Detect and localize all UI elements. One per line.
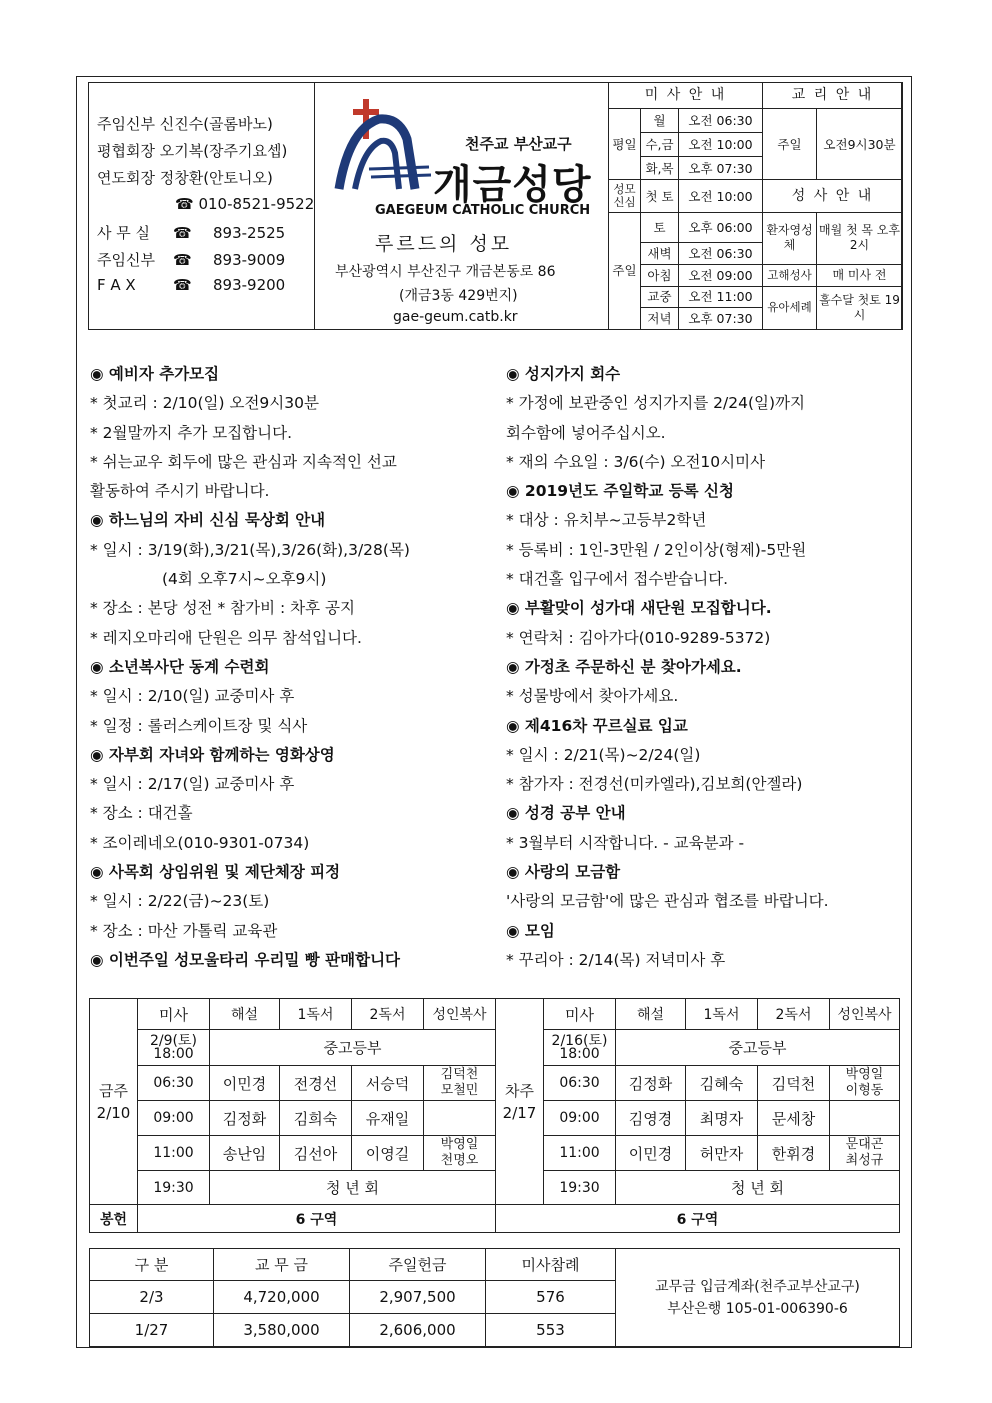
contact-pastor (97, 249, 285, 270)
news-heading: ◉ 이번주일 성모울타리 우리밀 빵 판매합니다 (90, 950, 401, 969)
sunday-day: 새벽 (641, 243, 679, 265)
sat-mass-group: 중고등부 (210, 1030, 496, 1066)
patron-saint: 루르드의 성모 (375, 233, 513, 255)
mass-time: 19:30 (544, 1171, 616, 1205)
reader1: 김희숙 (280, 1101, 352, 1136)
mass-time: 09:00 (544, 1101, 616, 1136)
news-heading: ◉ 제416차 꾸르실료 입교 (506, 716, 688, 735)
col-head-server: 성인복사 (424, 999, 496, 1030)
totals-head-period: 구 분 (90, 1249, 214, 1281)
sacrament-name: 유아세례 (763, 286, 817, 329)
sat-mass-group: 중고등부 (616, 1030, 900, 1066)
altar-server-names: 박영일 이형동 (845, 1067, 884, 1098)
totals-attendance: 553 (486, 1314, 616, 1347)
reader1: 김혜숙 (686, 1066, 758, 1101)
commentator: 이민경 (616, 1136, 686, 1171)
address-line1: 부산광역시 부산진구 개금본동로 86 (335, 264, 556, 280)
sunday-day: 아침 (641, 264, 679, 286)
mass-time: 09:00 (138, 1101, 210, 1136)
news-heading: ◉ 소년복사단 동계 수련회 (90, 657, 270, 676)
altar-server (830, 1101, 900, 1136)
news-line: * 대상 : 유치부~고등부2학년 (506, 511, 707, 530)
week-label-text: 금주 2/10 (96, 1081, 131, 1122)
mass-time: 19:30 (138, 1171, 210, 1205)
news-line: * 재의 수요일 : 3/6(수) 오전10시미사 (506, 452, 766, 471)
weekday-time: 오전 06:30 (679, 109, 763, 133)
news-heading: ◉ 사랑의 모금함 (506, 863, 621, 882)
news-line: * 장소 : 대건홀 (90, 804, 193, 823)
offering-group: 6 구역 (496, 1205, 900, 1233)
news-line: * 일시 : 2/22(금)~23(토) (90, 892, 270, 911)
col-head-reading2: 2독서 (758, 999, 830, 1030)
col-head-reading1: 1독서 (280, 999, 352, 1030)
weekday-time: 오후 07:30 (679, 156, 763, 180)
reader2: 문세창 (758, 1101, 830, 1136)
news-line: * 꾸리아 : 2/14(목) 저녁미사 후 (506, 950, 726, 969)
phone-icon: ☎ (173, 224, 192, 242)
mass-time: 06:30 (544, 1066, 616, 1101)
schedule-header-row (90, 999, 900, 1030)
altar-server (424, 1066, 496, 1101)
news-line: * 조이레네오(010-9301-0734) (90, 833, 310, 852)
evening-group: 청 년 회 (616, 1171, 900, 1205)
offering-row (90, 1205, 900, 1233)
catechism-day: 주일 (763, 109, 817, 180)
news-line: * 일시 : 2/10(일) 교중미사 후 (90, 687, 295, 706)
news-line: * 레지오마리애 단원은 의무 참석입니다. (90, 628, 362, 647)
news-heading: ◉ 예비자 추가모집 (90, 365, 220, 383)
commentator: 김영경 (616, 1101, 686, 1136)
staff-yeondo: 연도회장 정창환(안토니오) (97, 169, 273, 187)
schedule-row (90, 1136, 900, 1171)
altar-server (830, 1136, 900, 1171)
sunday-time: 오전 06:30 (679, 243, 763, 265)
sacrament-time: 홀수달 첫토 19시 (817, 286, 903, 329)
news-heading: ◉ 사목회 상임위원 및 제단체장 피정 (90, 863, 341, 882)
contact-number: 893-2525 (213, 224, 286, 242)
staff-pastor: 주임신부 신진수(골롬바노) (97, 115, 273, 133)
mass-time: 11:00 (138, 1136, 210, 1171)
col-head-mass: 미사 (544, 999, 616, 1030)
offering-group: 6 구역 (138, 1205, 496, 1233)
altar-server-names: 문대곤 최성규 (845, 1137, 884, 1168)
ministry-schedule-table (89, 998, 900, 1233)
reader2: 김덕천 (758, 1066, 830, 1101)
schedule-row (90, 1066, 900, 1101)
news-line: * 쉬는교우 회두에 많은 관심과 지속적인 선교 (90, 452, 397, 471)
account-number: 부산은행 105-01-006390-6 (667, 1300, 848, 1317)
news-line: * 3월부터 시작합니다. - 교육분과 - (506, 833, 745, 852)
news-heading: ◉ 자부회 자녀와 함께하는 영화상영 (90, 745, 335, 764)
weekday-day: 월 (641, 109, 679, 133)
altar-server-names: 박영일 천명오 (440, 1137, 479, 1168)
diocese-name: 천주교 부산교구 (465, 135, 572, 153)
reader1: 전경선 (280, 1066, 352, 1101)
weekday-day: 화,목 (641, 156, 679, 180)
news-line: * 일정 : 롤러스케이트장 및 식사 (90, 716, 308, 735)
staff-council: 평협회장 오기복(장주기요셉) (97, 142, 288, 160)
sacrament-name: 고해성사 (763, 264, 817, 286)
week-label-text: 차주 2/17 (502, 1081, 537, 1122)
mobile-phone: ☎ 010-8521-9522 (175, 195, 315, 213)
news-left-column (90, 360, 490, 975)
news-line: * 등록비 : 1인-3만원 / 2인이상(형제)-5만원 (506, 540, 807, 559)
news-heading: ◉ 가정초 주문하신 분 찾아가세요. (506, 657, 742, 676)
catechism-title: 교 리 안 내 (763, 83, 903, 109)
altar-server (424, 1136, 496, 1171)
church-name: 개금성당 (433, 162, 592, 208)
sunday-time: 오전 11:00 (679, 286, 763, 308)
totals-head-attendance: 미사참례 (486, 1249, 616, 1281)
evening-group: 청 년 회 (210, 1171, 496, 1205)
altar-server (830, 1066, 900, 1101)
news-line: * 일시 : 2/17(일) 교중미사 후 (90, 775, 295, 794)
news-line: * 2월말까지 추가 모집합니다. (90, 423, 293, 442)
schedule-row (90, 1101, 900, 1136)
reader2: 서승덕 (352, 1066, 424, 1101)
mass-time: 06:30 (138, 1066, 210, 1101)
first-sat-label: 성모신심 (609, 180, 641, 213)
reader1: 허만자 (686, 1136, 758, 1171)
sat-mass-date: 2/9(토) 18:00 (138, 1030, 210, 1066)
col-head-commentary: 해설 (616, 999, 686, 1030)
news-line: 회수함에 넣어주십시오. (506, 423, 666, 442)
sunday-day: 토 (641, 212, 679, 242)
totals-head-dues: 교 무 금 (214, 1249, 350, 1281)
phone-icon: ☎ (173, 276, 192, 294)
address-line2: (개금3동 429번지) (399, 288, 518, 304)
altar-server-names: 김덕천 모철민 (440, 1067, 479, 1098)
news-heading: ◉ 2019년도 주일학교 등록 신청 (506, 482, 734, 501)
week-label (90, 999, 138, 1205)
contact-label: 주임신부 (97, 251, 155, 269)
commentator: 이민경 (210, 1066, 280, 1101)
col-head-commentary: 해설 (210, 999, 280, 1030)
news-line: * 연락처 : 김아가다(010-9289-5372) (506, 628, 771, 647)
reader2: 한휘경 (758, 1136, 830, 1171)
contact-label: F A X (97, 276, 136, 294)
sat-mass-date: 2/16(토) 18:00 (544, 1030, 616, 1066)
offering-totals-table (89, 1248, 900, 1347)
totals-date: 1/27 (90, 1314, 214, 1347)
totals-date: 2/3 (90, 1281, 214, 1314)
news-line: * 첫교리 : 2/10(일) 오전9시30분 (90, 394, 319, 413)
news-line: * 성물방에서 찾아가세요. (506, 687, 679, 706)
church-logo-icon (329, 89, 439, 199)
mass-info-panel (609, 83, 901, 329)
sacrament-time: 매 미사 전 (817, 264, 903, 286)
mass-info-table (608, 82, 903, 330)
website-link[interactable]: gae-geum.catb.kr (393, 309, 518, 325)
news-line: * 일시 : 2/21(목)~2/24(일) (506, 745, 701, 764)
reader1: 최명자 (686, 1101, 758, 1136)
first-sat-time: 오전 10:00 (679, 180, 763, 213)
news-line: '사랑의 모금함'에 많은 관심과 협조를 바랍니다. (506, 892, 829, 911)
weekday-day: 수,금 (641, 132, 679, 156)
news-line: 활동하여 주시기 바랍니다. (90, 482, 270, 501)
contact-office (97, 222, 285, 243)
offering-label: 봉헌 (90, 1205, 138, 1233)
commentator: 김정화 (210, 1101, 280, 1136)
sacrament-name: 환자영성체 (763, 212, 817, 264)
schedule-sat-row (90, 1030, 900, 1066)
sunday-time: 오전 09:00 (679, 264, 763, 286)
totals-dues: 3,580,000 (214, 1314, 350, 1347)
week-label (496, 999, 544, 1205)
weekday-time: 오전 10:00 (679, 132, 763, 156)
totals-dues: 4,720,000 (214, 1281, 350, 1314)
church-logo-panel (315, 83, 609, 329)
totals-head-sunday: 주일헌금 (350, 1249, 486, 1281)
commentator: 김정화 (616, 1066, 686, 1101)
news-line: * 장소 : 본당 성전 * 참가비 : 차후 공지 (90, 599, 355, 618)
news-line: * 가정에 보관중인 성지가지를 2/24(일)까지 (506, 394, 805, 413)
news-heading: ◉ 성지가지 회수 (506, 365, 621, 383)
contact-panel (89, 83, 315, 329)
phone-icon: ☎ (173, 251, 192, 269)
schedule-evening-row (90, 1171, 900, 1205)
account-label: 교무금 입금계좌(천주교부산교구) (655, 1278, 860, 1295)
mass-time: 11:00 (544, 1136, 616, 1171)
news-heading: ◉ 성경 공부 안내 (506, 804, 626, 823)
sacrament-time: 매월 첫 목 오후 2시 (817, 212, 903, 264)
contact-number: 893-9200 (213, 276, 286, 294)
col-head-reading2: 2독서 (352, 999, 424, 1030)
news-line: * 대건홀 입구에서 접수받습니다. (506, 570, 729, 589)
mass-title: 미 사 안 내 (609, 83, 763, 109)
church-name-en: GAEGEUM CATHOLIC CHURCH (375, 203, 591, 218)
totals-sunday: 2,907,500 (350, 1281, 486, 1314)
totals-sunday: 2,606,000 (350, 1314, 486, 1347)
news-heading: ◉ 하느님의 자비 신심 묵상회 안내 (90, 511, 326, 530)
col-head-server: 성인복사 (830, 999, 900, 1030)
bank-account-info (616, 1249, 900, 1347)
sunday-time: 오후 06:00 (679, 212, 763, 242)
sunday-day: 교중 (641, 286, 679, 308)
news-line: * 장소 : 마산 가톨릭 교육관 (90, 921, 278, 940)
contact-label: 사 무 실 (97, 224, 151, 242)
col-head-mass: 미사 (138, 999, 210, 1030)
news-line: * 일시 : 3/19(화),3/21(목),3/26(화),3/28(목) (90, 540, 410, 559)
col-head-reading1: 1독서 (686, 999, 758, 1030)
sunday-label: 주일 (609, 212, 641, 329)
totals-attendance: 576 (486, 1281, 616, 1314)
contact-number: 893-9009 (213, 251, 286, 269)
news-line: (4회 오후7시~오후9시) (162, 570, 327, 589)
altar-server (424, 1101, 496, 1136)
bulletin-header (88, 82, 902, 330)
reader2: 이영길 (352, 1136, 424, 1171)
weekday-label: 평일 (609, 109, 641, 180)
sunday-day: 저녁 (641, 308, 679, 330)
catechism-time: 오전9시30분 (817, 109, 903, 180)
news-right-column (506, 360, 906, 975)
news-line: * 참가자 : 전경선(미카엘라),김보희(안젤라) (506, 775, 803, 794)
sacrament-title: 성 사 안 내 (763, 180, 903, 213)
news-heading: ◉ 부활맞이 성가대 새단원 모집합니다. (506, 599, 772, 618)
contact-fax (97, 276, 285, 294)
news-heading: ◉ 모임 (506, 921, 555, 940)
reader1: 김선아 (280, 1136, 352, 1171)
sunday-time: 오후 07:30 (679, 308, 763, 330)
commentator: 송난임 (210, 1136, 280, 1171)
first-sat-day: 첫 토 (641, 180, 679, 213)
reader2: 유재일 (352, 1101, 424, 1136)
